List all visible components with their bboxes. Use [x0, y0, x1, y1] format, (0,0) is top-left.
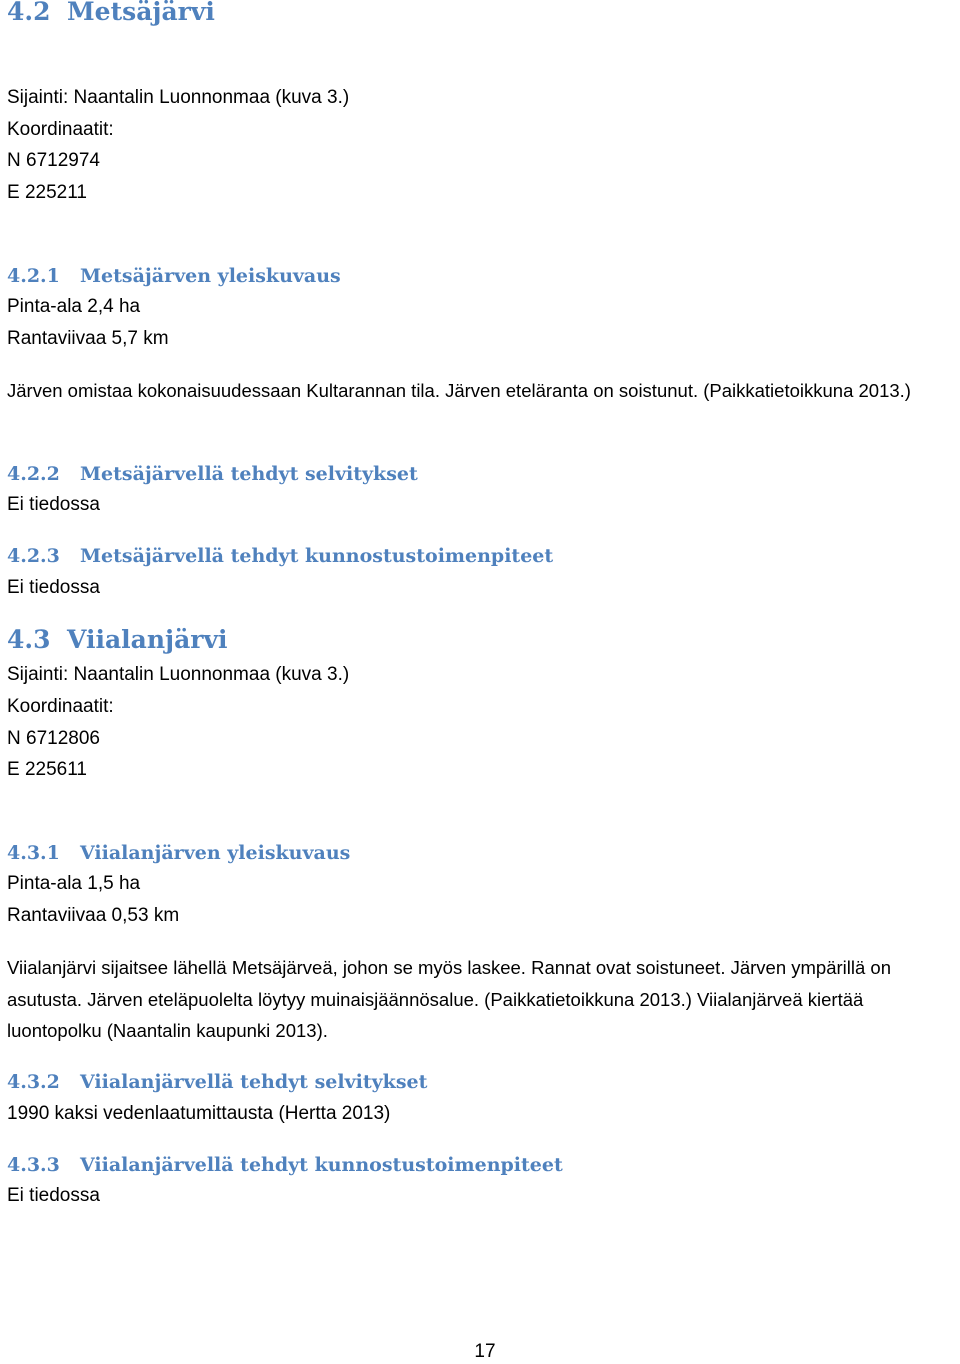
- location-text: Sijainti: Naantalin Luonnonmaa (kuva 3.): [7, 664, 350, 685]
- heading-4-2-2: [7, 462, 418, 486]
- heading-number: 4.2.2: [7, 463, 60, 485]
- body-text: Ei tiedossa: [7, 494, 100, 515]
- heading-number: 4.2.3: [7, 545, 60, 567]
- heading-number: 4.3.1: [7, 842, 60, 864]
- heading-title: Metsäjärven yleiskuvaus: [80, 265, 341, 287]
- coordinates-label: Koordinaatit:: [7, 119, 114, 140]
- location-text: Sijainti: Naantalin Luonnonmaa (kuva 3.): [7, 87, 350, 108]
- heading-4-2-3: [7, 544, 553, 568]
- heading-title: Metsäjärvi: [67, 0, 215, 26]
- heading-number: 4.3: [7, 625, 51, 654]
- heading-title: Viialanjärvi: [67, 625, 228, 654]
- area-text: Pinta-ala 2,4 ha: [7, 296, 141, 317]
- heading-title: Viialanjärvellä tehdyt kunnostustoimenpiteet: [80, 1154, 563, 1176]
- body-text: Ei tiedossa: [7, 577, 100, 598]
- coordinates-label: Koordinaatit:: [7, 696, 114, 717]
- heading-number: 4.2: [7, 0, 51, 26]
- body-text: 1990 kaksi vedenlaatumittausta (Hertta 2013): [7, 1103, 391, 1124]
- description-paragraph: Viialanjärvi sijaitsee lähellä Metsäjärveä, johon se myös laskee. Rannat ovat soistuneet. Järven ympärillä on asutusta. Järven eteläpuolelta löytyy muinaisjäännösalue. (Paikkatietoikkuna 2013.) Viialanjärveä kiertää luontopolku (Naantalin kaupunki 2013).: [7, 957, 892, 1041]
- coordinate-north: N 6712974: [7, 150, 100, 171]
- coordinate-north: N 6712806: [7, 728, 100, 749]
- heading-4-3-1: [7, 841, 350, 865]
- area-text: Pinta-ala 1,5 ha: [7, 873, 141, 894]
- heading-4-3-2: [7, 1070, 427, 1094]
- description-paragraph: Järven omistaa kokonaisuudessaan Kultarannan tila. Järven eteläranta on soistunut. (Paikkatietoikkuna 2013.): [7, 380, 911, 401]
- shoreline-text: Rantaviivaa 0,53 km: [7, 905, 180, 926]
- shoreline-text: Rantaviivaa 5,7 km: [7, 328, 169, 349]
- heading-4-2-1: [7, 264, 341, 288]
- heading-number: 4.2.1: [7, 265, 60, 287]
- heading-title: Viialanjärvellä tehdyt selvitykset: [80, 1071, 428, 1093]
- heading-title: Metsäjärvellä tehdyt selvitykset: [80, 463, 418, 485]
- coordinate-east: E 225611: [7, 759, 87, 780]
- page-number: 17: [474, 1341, 496, 1362]
- heading-4-3-3: [7, 1153, 563, 1177]
- heading-4-3: [7, 625, 227, 655]
- body-text: Ei tiedossa: [7, 1185, 100, 1206]
- heading-number: 4.3.3: [7, 1154, 60, 1176]
- heading-title: Metsäjärvellä tehdyt kunnostustoimenpiteet: [80, 545, 554, 567]
- coordinate-east: E 225211: [7, 182, 87, 203]
- heading-number: 4.3.2: [7, 1071, 60, 1093]
- heading-title: Viialanjärven yleiskuvaus: [80, 842, 351, 864]
- heading-4-2: [7, 0, 215, 27]
